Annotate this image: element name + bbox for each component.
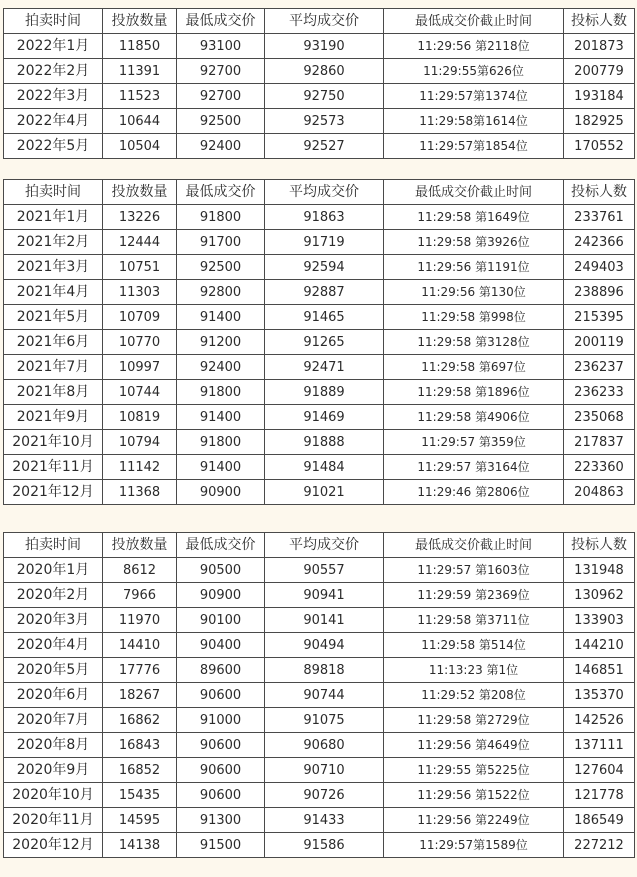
cell-auction-month: 2020年5月	[4, 658, 103, 683]
cell-min-price-cutoff: 11:29:58 第514位	[384, 633, 564, 658]
cell-avg-price: 90941	[265, 583, 384, 608]
cell-avg-price: 90710	[265, 758, 384, 783]
table-row	[4, 455, 635, 480]
table-row	[4, 608, 635, 633]
cell-quota: 8612	[103, 558, 177, 583]
cell-min-price-cutoff: 11:29:57 第3164位	[384, 455, 564, 480]
table-2022	[3, 8, 635, 159]
header-bidders: 投标人数	[564, 9, 635, 34]
header-auction-time: 拍卖时间	[4, 533, 103, 558]
cell-auction-month: 2022年5月	[4, 134, 103, 159]
cell-avg-price: 91465	[265, 305, 384, 330]
cell-min-price-cutoff: 11:13:23 第1位	[384, 658, 564, 683]
cell-min-price: 92700	[177, 59, 265, 84]
cell-min-price-cutoff: 11:29:57 第359位	[384, 430, 564, 455]
cell-quota: 10819	[103, 405, 177, 430]
cell-bidders: 186549	[564, 808, 635, 833]
cell-bidders: 135370	[564, 683, 635, 708]
header-min-price-cutoff: 最低成交价截止时间	[384, 9, 564, 34]
cell-quota: 10744	[103, 380, 177, 405]
cell-min-price-cutoff: 11:29:55第626位	[384, 59, 564, 84]
cell-bidders: 137111	[564, 733, 635, 758]
cell-auction-month: 2021年11月	[4, 455, 103, 480]
cell-avg-price: 92527	[265, 134, 384, 159]
cell-min-price-cutoff: 11:29:56 第2249位	[384, 808, 564, 833]
cell-min-price-cutoff: 11:29:57第1374位	[384, 84, 564, 109]
cell-auction-month: 2021年12月	[4, 480, 103, 505]
cell-avg-price: 91484	[265, 455, 384, 480]
cell-bidders: 201873	[564, 34, 635, 59]
cell-avg-price: 90557	[265, 558, 384, 583]
table-2021	[3, 179, 635, 505]
header-auction-time: 拍卖时间	[4, 180, 103, 205]
cell-min-price-cutoff: 11:29:58 第2729位	[384, 708, 564, 733]
table-row	[4, 109, 635, 134]
cell-bidders: 215395	[564, 305, 635, 330]
table-row	[4, 583, 635, 608]
cell-bidders: 242366	[564, 230, 635, 255]
cell-min-price: 90600	[177, 683, 265, 708]
cell-bidders: 133903	[564, 608, 635, 633]
cell-auction-month: 2020年2月	[4, 583, 103, 608]
cell-quota: 11970	[103, 608, 177, 633]
cell-auction-month: 2022年2月	[4, 59, 103, 84]
cell-avg-price: 90494	[265, 633, 384, 658]
cell-bidders: 235068	[564, 405, 635, 430]
cell-bidders: 249403	[564, 255, 635, 280]
header-avg-price: 平均成交价	[265, 533, 384, 558]
cell-min-price-cutoff: 11:29:56 第1522位	[384, 783, 564, 808]
cell-min-price-cutoff: 11:29:57 第1603位	[384, 558, 564, 583]
cell-bidders: 146851	[564, 658, 635, 683]
cell-auction-month: 2021年3月	[4, 255, 103, 280]
header-min-price: 最低成交价	[177, 533, 265, 558]
cell-bidders: 144210	[564, 633, 635, 658]
table-row	[4, 733, 635, 758]
cell-min-price: 91400	[177, 305, 265, 330]
cell-bidders: 233761	[564, 205, 635, 230]
cell-min-price-cutoff: 11:29:58 第998位	[384, 305, 564, 330]
table-row	[4, 59, 635, 84]
cell-quota: 11523	[103, 84, 177, 109]
cell-min-price-cutoff: 11:29:56 第4649位	[384, 733, 564, 758]
cell-quota: 10997	[103, 355, 177, 380]
table-2021-container	[3, 179, 634, 505]
cell-avg-price: 91889	[265, 380, 384, 405]
table-row	[4, 280, 635, 305]
cell-bidders: 236233	[564, 380, 635, 405]
cell-auction-month: 2021年8月	[4, 380, 103, 405]
cell-bidders: 193184	[564, 84, 635, 109]
cell-quota: 14138	[103, 833, 177, 858]
cell-quota: 12444	[103, 230, 177, 255]
cell-min-price-cutoff: 11:29:58 第4906位	[384, 405, 564, 430]
cell-auction-month: 2021年9月	[4, 405, 103, 430]
cell-bidders: 223360	[564, 455, 635, 480]
cell-quota: 14410	[103, 633, 177, 658]
cell-auction-month: 2021年10月	[4, 430, 103, 455]
cell-auction-month: 2022年4月	[4, 109, 103, 134]
cell-quota: 14595	[103, 808, 177, 833]
cell-avg-price: 91888	[265, 430, 384, 455]
header-quota: 投放数量	[103, 533, 177, 558]
cell-bidders: 142526	[564, 708, 635, 733]
cell-auction-month: 2020年10月	[4, 783, 103, 808]
cell-bidders: 131948	[564, 558, 635, 583]
cell-auction-month: 2021年5月	[4, 305, 103, 330]
table-row	[4, 134, 635, 159]
cell-min-price: 90100	[177, 608, 265, 633]
cell-quota: 11850	[103, 34, 177, 59]
cell-min-price-cutoff: 11:29:58第1614位	[384, 109, 564, 134]
cell-quota: 13226	[103, 205, 177, 230]
cell-avg-price: 91265	[265, 330, 384, 355]
cell-auction-month: 2021年2月	[4, 230, 103, 255]
table-header-row	[4, 9, 635, 34]
table-row	[4, 205, 635, 230]
cell-auction-month: 2021年4月	[4, 280, 103, 305]
cell-auction-month: 2021年7月	[4, 355, 103, 380]
cell-min-price: 91800	[177, 205, 265, 230]
cell-auction-month: 2020年8月	[4, 733, 103, 758]
table-row	[4, 34, 635, 59]
cell-avg-price: 92860	[265, 59, 384, 84]
cell-quota: 10504	[103, 134, 177, 159]
table-row	[4, 84, 635, 109]
cell-bidders: 182925	[564, 109, 635, 134]
table-header-row	[4, 533, 635, 558]
cell-quota: 11142	[103, 455, 177, 480]
cell-auction-month: 2021年6月	[4, 330, 103, 355]
cell-auction-month: 2020年1月	[4, 558, 103, 583]
cell-quota: 16843	[103, 733, 177, 758]
cell-min-price-cutoff: 11:29:55 第5225位	[384, 758, 564, 783]
cell-bidders: 236237	[564, 355, 635, 380]
cell-min-price-cutoff: 11:29:56 第130位	[384, 280, 564, 305]
header-avg-price: 平均成交价	[265, 180, 384, 205]
table-row	[4, 355, 635, 380]
cell-min-price: 91800	[177, 380, 265, 405]
cell-avg-price: 91586	[265, 833, 384, 858]
cell-quota: 10751	[103, 255, 177, 280]
cell-min-price: 92400	[177, 134, 265, 159]
cell-quota: 11391	[103, 59, 177, 84]
cell-min-price: 90400	[177, 633, 265, 658]
header-avg-price: 平均成交价	[265, 9, 384, 34]
table-row	[4, 405, 635, 430]
cell-avg-price: 89818	[265, 658, 384, 683]
cell-avg-price: 90680	[265, 733, 384, 758]
cell-auction-month: 2020年7月	[4, 708, 103, 733]
cell-auction-month: 2020年11月	[4, 808, 103, 833]
cell-quota: 10709	[103, 305, 177, 330]
cell-quota: 11368	[103, 480, 177, 505]
cell-quota: 17776	[103, 658, 177, 683]
header-quota: 投放数量	[103, 180, 177, 205]
cell-quota: 10770	[103, 330, 177, 355]
cell-auction-month: 2022年3月	[4, 84, 103, 109]
cell-min-price-cutoff: 11:29:58 第1896位	[384, 380, 564, 405]
cell-min-price: 90600	[177, 758, 265, 783]
table-header-row	[4, 180, 635, 205]
cell-min-price-cutoff: 11:29:59 第2369位	[384, 583, 564, 608]
cell-min-price: 90600	[177, 733, 265, 758]
table-row	[4, 558, 635, 583]
cell-avg-price: 91719	[265, 230, 384, 255]
cell-min-price-cutoff: 11:29:58 第3128位	[384, 330, 564, 355]
header-bidders: 投标人数	[564, 533, 635, 558]
cell-bidders: 130962	[564, 583, 635, 608]
cell-bidders: 200119	[564, 330, 635, 355]
cell-quota: 18267	[103, 683, 177, 708]
table-row	[4, 808, 635, 833]
cell-auction-month: 2020年4月	[4, 633, 103, 658]
cell-min-price-cutoff: 11:29:52 第208位	[384, 683, 564, 708]
cell-min-price: 91300	[177, 808, 265, 833]
table-row	[4, 658, 635, 683]
header-auction-time: 拍卖时间	[4, 9, 103, 34]
cell-min-price: 89600	[177, 658, 265, 683]
cell-quota: 15435	[103, 783, 177, 808]
cell-min-price-cutoff: 11:29:56 第2118位	[384, 34, 564, 59]
cell-auction-month: 2022年1月	[4, 34, 103, 59]
cell-quota: 16862	[103, 708, 177, 733]
cell-min-price: 93100	[177, 34, 265, 59]
cell-avg-price: 92573	[265, 109, 384, 134]
cell-avg-price: 91469	[265, 405, 384, 430]
header-quota: 投放数量	[103, 9, 177, 34]
cell-min-price: 92500	[177, 255, 265, 280]
cell-bidders: 217837	[564, 430, 635, 455]
table-row	[4, 833, 635, 858]
cell-min-price: 91400	[177, 405, 265, 430]
cell-avg-price: 91021	[265, 480, 384, 505]
table-row	[4, 380, 635, 405]
cell-avg-price: 91433	[265, 808, 384, 833]
cell-min-price: 90500	[177, 558, 265, 583]
cell-min-price: 92400	[177, 355, 265, 380]
table-row	[4, 330, 635, 355]
table-2020	[3, 532, 635, 858]
table-row	[4, 758, 635, 783]
cell-min-price: 91400	[177, 455, 265, 480]
cell-avg-price: 90726	[265, 783, 384, 808]
cell-quota: 11303	[103, 280, 177, 305]
cell-avg-price: 92594	[265, 255, 384, 280]
table-2022-container	[3, 8, 634, 159]
cell-auction-month: 2021年1月	[4, 205, 103, 230]
table-row	[4, 783, 635, 808]
cell-avg-price: 92887	[265, 280, 384, 305]
cell-min-price-cutoff: 11:29:57第1854位	[384, 134, 564, 159]
cell-auction-month: 2020年12月	[4, 833, 103, 858]
cell-bidders: 121778	[564, 783, 635, 808]
table-row	[4, 305, 635, 330]
cell-quota: 16852	[103, 758, 177, 783]
table-row	[4, 430, 635, 455]
header-min-price: 最低成交价	[177, 180, 265, 205]
cell-quota: 10644	[103, 109, 177, 134]
cell-avg-price: 92471	[265, 355, 384, 380]
table-row	[4, 633, 635, 658]
table-row	[4, 480, 635, 505]
cell-min-price: 90900	[177, 583, 265, 608]
header-min-price: 最低成交价	[177, 9, 265, 34]
cell-min-price: 92500	[177, 109, 265, 134]
cell-bidders: 200779	[564, 59, 635, 84]
header-bidders: 投标人数	[564, 180, 635, 205]
cell-min-price-cutoff: 11:29:58 第1649位	[384, 205, 564, 230]
table-2020-container	[3, 532, 634, 858]
header-min-price-cutoff: 最低成交价截止时间	[384, 180, 564, 205]
cell-auction-month: 2020年9月	[4, 758, 103, 783]
cell-min-price: 90900	[177, 480, 265, 505]
cell-min-price-cutoff: 11:29:46 第2806位	[384, 480, 564, 505]
header-min-price-cutoff: 最低成交价截止时间	[384, 533, 564, 558]
table-row	[4, 708, 635, 733]
cell-min-price: 91500	[177, 833, 265, 858]
table-row	[4, 683, 635, 708]
cell-bidders: 227212	[564, 833, 635, 858]
cell-min-price-cutoff: 11:29:56 第1191位	[384, 255, 564, 280]
cell-bidders: 127604	[564, 758, 635, 783]
cell-auction-month: 2020年6月	[4, 683, 103, 708]
cell-avg-price: 91075	[265, 708, 384, 733]
cell-min-price: 91000	[177, 708, 265, 733]
table-row	[4, 230, 635, 255]
cell-quota: 10794	[103, 430, 177, 455]
cell-avg-price: 91863	[265, 205, 384, 230]
cell-min-price-cutoff: 11:29:58 第3926位	[384, 230, 564, 255]
cell-min-price-cutoff: 11:29:58 第3711位	[384, 608, 564, 633]
cell-min-price-cutoff: 11:29:57第1589位	[384, 833, 564, 858]
cell-min-price: 91800	[177, 430, 265, 455]
cell-min-price-cutoff: 11:29:58 第697位	[384, 355, 564, 380]
cell-bidders: 204863	[564, 480, 635, 505]
cell-avg-price: 90141	[265, 608, 384, 633]
cell-bidders: 170552	[564, 134, 635, 159]
cell-avg-price: 90744	[265, 683, 384, 708]
cell-min-price: 90600	[177, 783, 265, 808]
cell-min-price: 92800	[177, 280, 265, 305]
cell-min-price: 92700	[177, 84, 265, 109]
cell-auction-month: 2020年3月	[4, 608, 103, 633]
cell-avg-price: 93190	[265, 34, 384, 59]
cell-min-price: 91200	[177, 330, 265, 355]
cell-avg-price: 92750	[265, 84, 384, 109]
cell-min-price: 91700	[177, 230, 265, 255]
table-row	[4, 255, 635, 280]
cell-bidders: 238896	[564, 280, 635, 305]
cell-quota: 7966	[103, 583, 177, 608]
